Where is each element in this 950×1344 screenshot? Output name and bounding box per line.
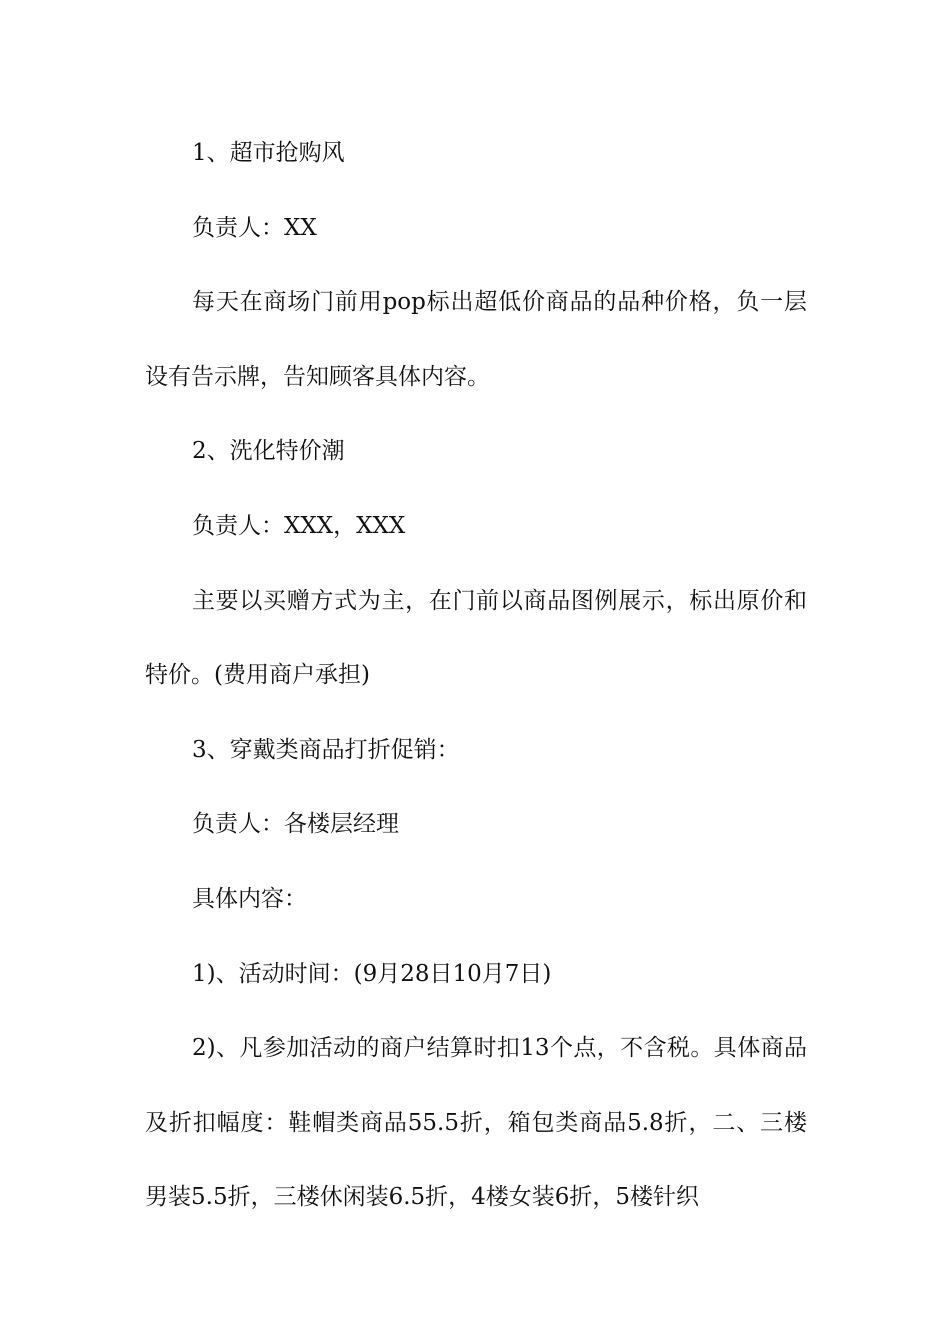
section-heading-supermarket: 1、超市抢购风 xyxy=(192,140,345,166)
body-paragraph: 2)、凡参加活动的商户结算时扣13个点，不含税。具体商品及折扣幅度：鞋帽类商品55.5折，箱包类商品5.8折，二、三楼男装5.5折，三楼休闲装6.5折，4楼女装6折，5楼针织 xyxy=(145,1035,807,1211)
activity-time-line: 1)、活动时间：(9月28日10月7日) xyxy=(192,960,552,987)
owner-line: 负责人：XX xyxy=(192,214,317,241)
document-body xyxy=(145,116,807,1235)
details-heading: 具体内容： xyxy=(192,885,307,912)
section-heading-apparel: 3、穿戴类商品打折促销： xyxy=(192,736,460,763)
owner-line: 负责人：各楼层经理 xyxy=(192,811,399,838)
body-paragraph: 主要以买赠方式为主，在门前以商品图例展示，标出原价和特价。(费用商户承担) xyxy=(145,587,807,689)
owner-line: 负责人：XXX，XXX xyxy=(192,512,406,539)
body-paragraph: 每天在商场门前用pop标出超低价商品的品种价格，负一层设有告示牌，告知顾客具体内容。 xyxy=(145,289,807,390)
section-heading-toiletries: 2、洗化特价潮 xyxy=(192,438,345,465)
